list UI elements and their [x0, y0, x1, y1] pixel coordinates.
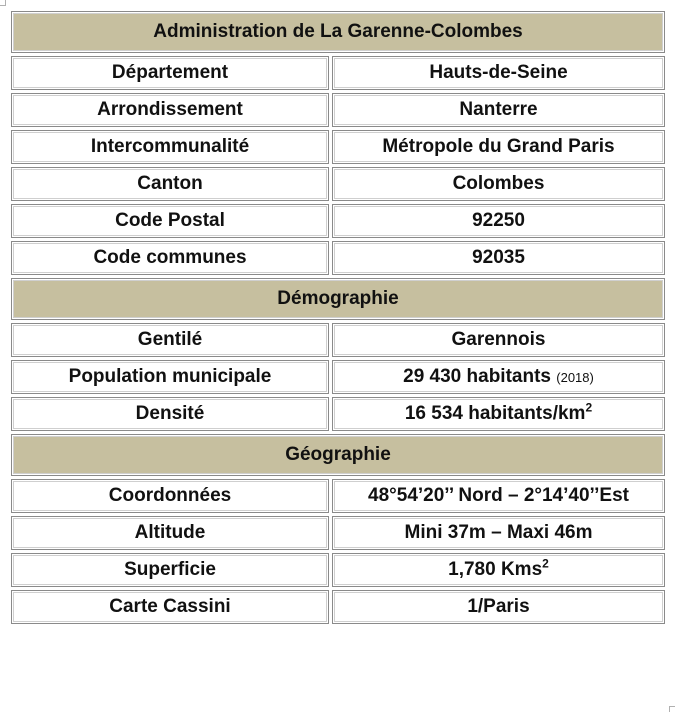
- section-title-demographie: Démographie: [11, 278, 665, 320]
- table-row-code-postal: [11, 204, 665, 238]
- population-value-text: 29 430 habitants: [403, 366, 551, 387]
- table-row-canton: [11, 167, 665, 201]
- row-value-canton: Colombes: [332, 167, 665, 201]
- section-title-geographie: Géographie: [11, 434, 665, 476]
- section-header-administration: [11, 11, 665, 53]
- densite-value-text: 16 534 habitants/km: [404, 403, 586, 424]
- row-value-carte-cassini: 1/Paris: [332, 590, 665, 624]
- table-row-gentile: [11, 323, 665, 357]
- row-label-coordonnees: Coordonnées: [11, 479, 329, 513]
- row-label-superficie: Superficie: [11, 553, 329, 587]
- row-value-gentile: Garennois: [332, 323, 665, 357]
- section-header-demographie: [11, 278, 665, 320]
- row-label-gentile: Gentilé: [11, 323, 329, 357]
- densite-superscript: 2: [585, 400, 593, 415]
- row-value-population: [332, 360, 665, 394]
- row-label-intercommunalite: Intercommunalité: [11, 130, 329, 164]
- row-value-intercommunalite: Métropole du Grand Paris: [332, 130, 665, 164]
- row-label-canton: Canton: [11, 167, 329, 201]
- section-title-administration: Administration de La Garenne-Colombes: [11, 11, 665, 53]
- row-value-superficie: [332, 553, 665, 587]
- page-corner-mark-top-left: [0, 0, 6, 6]
- section-header-geographie: [11, 434, 665, 476]
- row-value-arrondissement: Nanterre: [332, 93, 665, 127]
- row-value-code-postal: 92250: [332, 204, 665, 238]
- row-label-densite: Densité: [11, 397, 329, 431]
- row-value-altitude: Mini 37m – Maxi 46m: [332, 516, 665, 550]
- row-label-departement: Département: [11, 56, 329, 90]
- row-value-departement: Hauts-de-Seine: [332, 56, 665, 90]
- table-row-arrondissement: [11, 93, 665, 127]
- row-label-population: Population municipale: [11, 360, 329, 394]
- superficie-superscript: 2: [542, 556, 549, 571]
- table-row-population: [11, 360, 665, 394]
- table-row-coordonnees: [11, 479, 665, 513]
- row-value-densite: [332, 397, 665, 431]
- page-corner-mark-bottom-right: [669, 706, 675, 712]
- table-row-code-communes: [11, 241, 665, 275]
- table-row-departement: [11, 56, 665, 90]
- table-row-superficie: [11, 553, 665, 587]
- superficie-value-text: 1,780 Kms: [448, 559, 543, 580]
- table-row-carte-cassini: [11, 590, 665, 624]
- table-row-densite: [11, 397, 665, 431]
- row-label-code-postal: Code Postal: [11, 204, 329, 238]
- row-label-code-communes: Code communes: [11, 241, 329, 275]
- commune-info-table: [8, 8, 668, 627]
- row-value-coordonnees: 48°54’20’’ Nord – 2°14’40’’Est: [332, 479, 665, 513]
- table-row-intercommunalite: [11, 130, 665, 164]
- population-year: (2018): [556, 370, 594, 385]
- row-label-altitude: Altitude: [11, 516, 329, 550]
- row-value-code-communes: 92035: [332, 241, 665, 275]
- table-row-altitude: [11, 516, 665, 550]
- row-label-carte-cassini: Carte Cassini: [11, 590, 329, 624]
- row-label-arrondissement: Arrondissement: [11, 93, 329, 127]
